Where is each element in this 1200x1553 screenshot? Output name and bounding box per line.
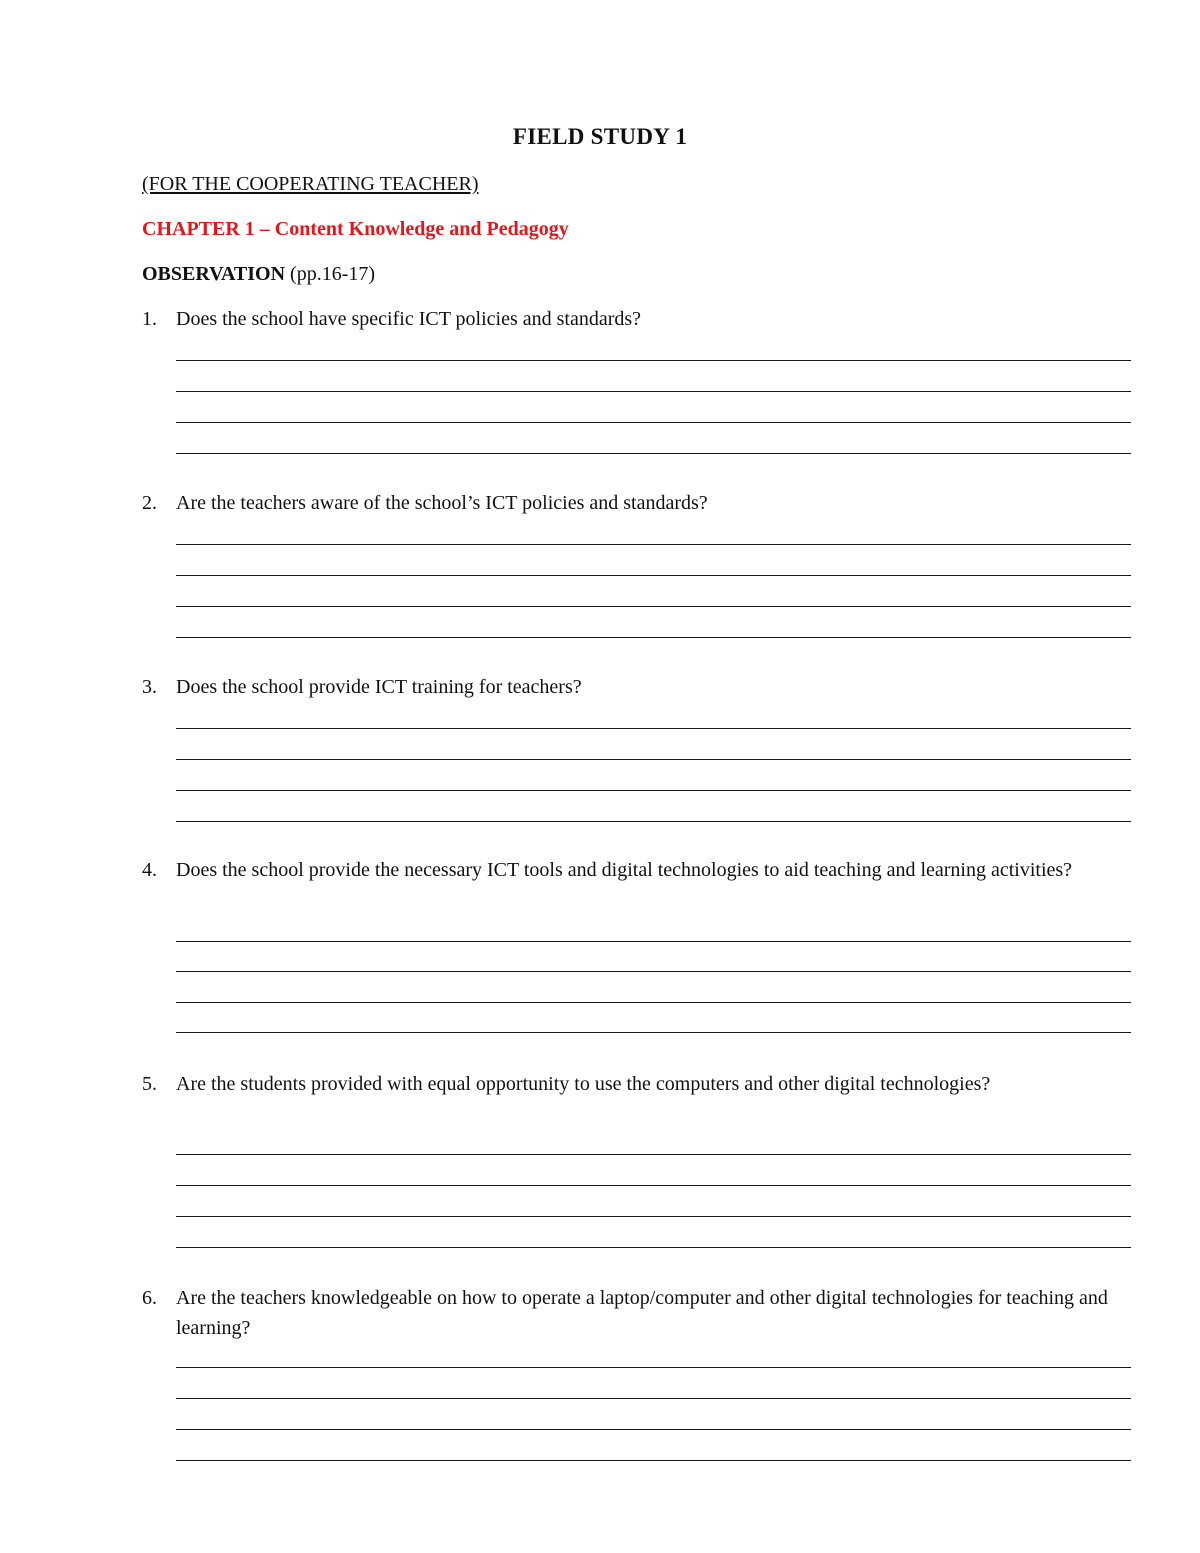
question-number: 4. — [142, 859, 157, 881]
observation-label: OBSERVATION — [142, 263, 286, 285]
answer-line[interactable] — [176, 637, 1131, 638]
answer-line[interactable] — [176, 1247, 1131, 1248]
answer-line[interactable] — [176, 422, 1131, 423]
answer-line[interactable] — [176, 1216, 1131, 1217]
answer-line[interactable] — [176, 941, 1131, 942]
answer-line[interactable] — [176, 606, 1131, 607]
question-text: Are the teachers aware of the school’s ICT policies and standards? — [176, 492, 708, 514]
answer-line[interactable] — [176, 1032, 1131, 1033]
question-text: Does the school provide ICT training for teachers? — [176, 676, 582, 698]
answer-line[interactable] — [176, 1002, 1131, 1003]
answer-line[interactable] — [176, 544, 1131, 545]
answer-line[interactable] — [176, 1185, 1131, 1186]
answer-line[interactable] — [176, 1398, 1131, 1399]
question-number: 3. — [142, 676, 157, 698]
observation-pages: (pp.16-17) — [290, 263, 376, 285]
answer-line[interactable] — [176, 790, 1131, 791]
document-title: FIELD STUDY 1 — [512, 124, 688, 149]
question-text: Are the teachers knowledgeable on how to operate a laptop/computer and other digital technologies for teaching and learning? — [176, 1287, 1108, 1339]
answer-line[interactable] — [176, 1460, 1131, 1461]
answer-line[interactable] — [176, 971, 1131, 972]
question-text: Does the school have specific ICT policies and standards? — [176, 308, 642, 330]
chapter-heading: CHAPTER 1 – Content Knowledge and Pedagogy — [142, 218, 569, 240]
answer-line[interactable] — [176, 1367, 1131, 1368]
question-number: 6. — [142, 1287, 157, 1309]
answer-line[interactable] — [176, 821, 1131, 822]
question-text: Does the school provide the necessary ICT tools and digital technologies to aid teaching and learning activities? — [176, 859, 1073, 881]
observation-heading — [142, 260, 375, 288]
answer-line[interactable] — [176, 1154, 1131, 1155]
answer-line[interactable] — [176, 360, 1131, 361]
answer-line[interactable] — [176, 391, 1131, 392]
answer-line[interactable] — [176, 1429, 1131, 1430]
answer-line[interactable] — [176, 759, 1131, 760]
question-number: 2. — [142, 492, 157, 514]
answer-line[interactable] — [176, 453, 1131, 454]
question-text: Are the students provided with equal opportunity to use the computers and other digital technologies? — [176, 1073, 991, 1095]
question-number: 1. — [142, 308, 157, 330]
question-number: 5. — [142, 1073, 157, 1095]
document-subtitle: (FOR THE COOPERATING TEACHER) — [142, 173, 479, 195]
answer-line[interactable] — [176, 728, 1131, 729]
answer-line[interactable] — [176, 575, 1131, 576]
